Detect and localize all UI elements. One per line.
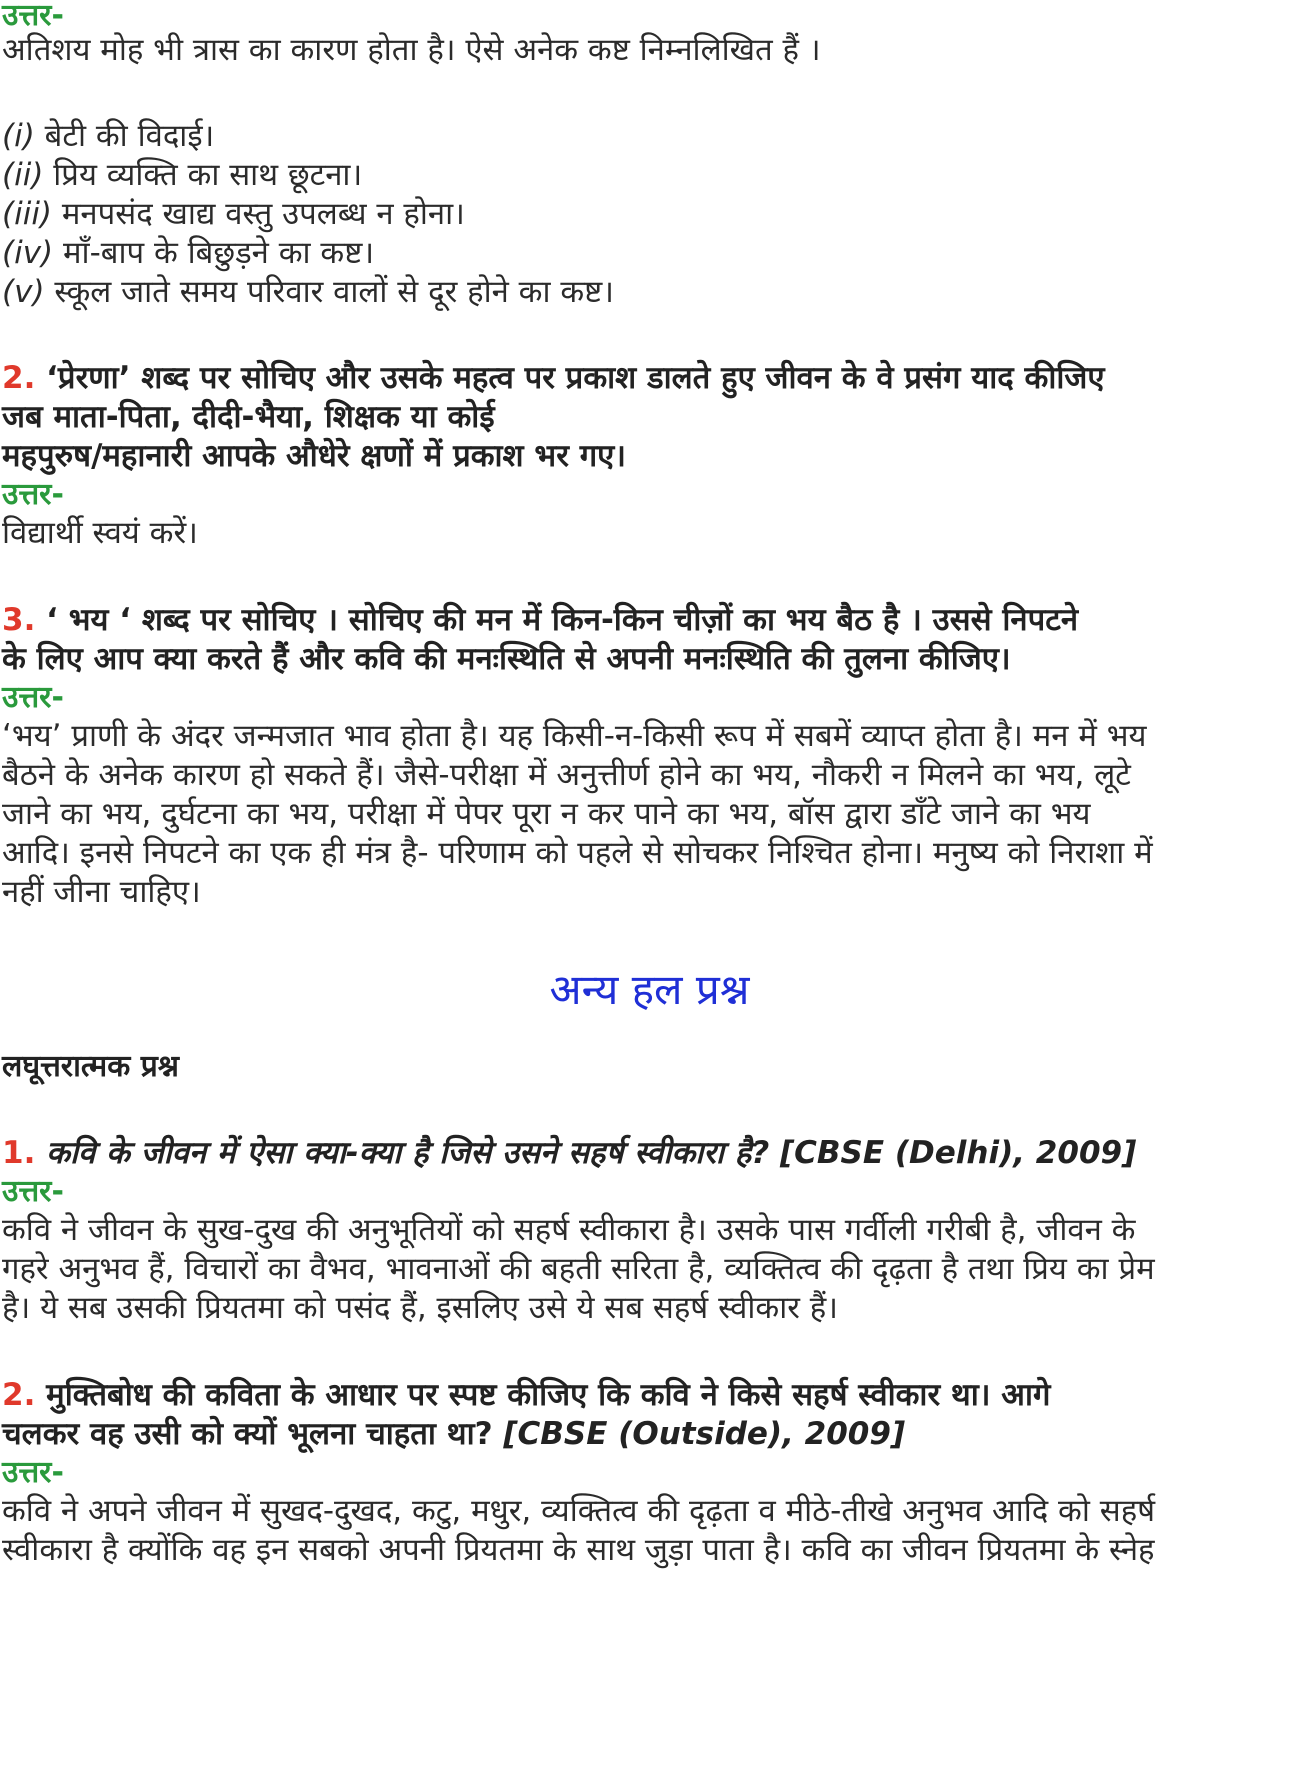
answer-label: उत्तर-	[2, 1174, 64, 1209]
short-question-1	[2, 1133, 1136, 1173]
list-item-text: बेटी की विदाई।	[34, 118, 215, 154]
list-item	[2, 272, 614, 312]
answer-text: बैठने के अनेक कारण हो सकते हैं। जैसे-परीक्षा में अनुत्तीर्ण होने का भय, नौकरी न मिलने का भय, लूटे	[2, 757, 1131, 793]
answer-text: अतिशय मोह भी त्रास का कारण होता है। ऐसे अनेक कष्ट निम्नलिखित हैं ।	[2, 32, 821, 68]
list-item-number: (iii)	[2, 196, 53, 232]
answer-text: जाने का भय, दुर्घटना का भय, परीक्षा में पेपर पूरा न कर पाने का भय, बॉस द्वारा डाँटे जाने का भय	[2, 796, 1091, 832]
question-text: मुक्तिबोध की कविता के आधार पर स्पष्ट कीजिए कि कवि ने किसे सहर्ष स्वीकार था। आगे	[35, 1377, 1051, 1413]
answer-text: विद्यार्थी स्वयं करें।	[2, 515, 198, 551]
answer-text: कवि ने अपने जीवन में सुखद-दुखद, कटु, मधुर, व्यक्तित्व की दृढ़ता व मीठे-तीखे अनुभव आदि को सहर्ष	[2, 1493, 1156, 1529]
short-question-2	[2, 1375, 1050, 1415]
answer-label: उत्तर-	[2, 680, 64, 715]
question-text: जब माता-पिता, दीदी-भैया, शिक्षक या कोई	[2, 399, 495, 435]
list-item	[2, 233, 374, 273]
question-2	[2, 358, 1105, 398]
sub-heading: लघूत्तरात्मक प्रश्न	[2, 1049, 179, 1084]
question-text: ‘प्रेरणा’ शब्द पर सोचिए और उसके महत्व पर प्रकाश डालते हुए जीवन के वे प्रसंग याद कीजिए	[35, 360, 1105, 396]
question-number: 2.	[2, 360, 36, 396]
answer-text: स्वीकारा है क्योंकि वह इन सबको अपनी प्रियतमा के साथ जुड़ा पाता है। कवि का जीवन प्रियतमा के स्नेह	[2, 1532, 1155, 1568]
question-text: के लिए आप क्या करते हैं और कवि की मनःस्थिति से अपनी मनःस्थिति की तुलना कीजिए।	[2, 641, 1011, 677]
answer-text: गहरे अनुभव हैं, विचारों का वैभव, भावनाओं की बहती सरिता है, व्यक्तित्व की दृढ़ता है तथा प्रिय का प्रेम	[2, 1251, 1155, 1287]
list-item-text: प्रिय व्यक्ति का साथ छूटना।	[43, 157, 363, 193]
answer-text: कवि ने जीवन के सुख-दुख की अनुभूतियों को सहर्ष स्वीकारा है। उसके पास गर्वीली गरीबी है, जीवन के	[2, 1212, 1136, 1248]
question-number: 2.	[2, 1377, 36, 1413]
question-citation: [CBSE (Delhi), 2009]	[769, 1135, 1137, 1171]
question-citation: [CBSE (Outside), 2009]	[492, 1416, 906, 1452]
answer-text: है। ये सब उसकी प्रियतमा को पसंद हैं, इसलिए उसे ये सब सहर्ष स्वीकार हैं।	[2, 1290, 838, 1326]
section-heading: अन्य हल प्रश्न	[549, 965, 750, 1014]
question-number: 3.	[2, 602, 36, 638]
question-number: 1.	[2, 1135, 36, 1171]
answer-text: नहीं जीना चाहिए।	[2, 874, 201, 910]
list-item	[2, 155, 362, 195]
answer-text: आदि। इनसे निपटने का एक ही मंत्र है- परिणाम को पहले से सोचकर निश्चित होना। मनुष्य को निराशा में	[2, 835, 1153, 871]
question-text: कवि के जीवन में ऐसा क्या-क्या है जिसे उसने सहर्ष स्वीकारा है?	[35, 1135, 770, 1171]
list-item-number: (v)	[2, 274, 45, 310]
answer-label: उत्तर-	[2, 1455, 64, 1490]
list-item	[2, 194, 465, 234]
answer-label: उत्तर-	[2, 0, 64, 33]
question-3	[2, 600, 1078, 640]
answer-label: उत्तर-	[2, 477, 64, 512]
list-item	[2, 116, 214, 156]
list-item-text: मनपसंद खाद्य वस्तु उपलब्ध न होना।	[52, 196, 465, 232]
list-item-text: स्कूल जाते समय परिवार वालों से दूर होने का कष्ट।	[44, 274, 615, 310]
answer-text: ‘भय’ प्राणी के अंदर जन्मजात भाव होता है। यह किसी-न-किसी रूप में सबमें व्याप्त होता है। मन में भय	[2, 718, 1147, 754]
list-item-text: माँ-बाप के बिछुड़ने का कष्ट।	[53, 235, 375, 271]
question-text-line	[2, 1414, 905, 1454]
list-item-number: (i)	[2, 118, 35, 154]
question-text: चलकर वह उसी को क्यों भूलना चाहता था?	[2, 1416, 493, 1452]
list-item-number: (iv)	[2, 235, 54, 271]
question-text: ‘ भय ‘ शब्द पर सोचिए । सोचिए की मन में किन-किन चीज़ों का भय बैठ है । उससे निपटने	[35, 602, 1079, 638]
question-text: महपुरुष/महानारी आपके औधेरे क्षणों में प्रकाश भर गए।	[2, 438, 627, 474]
list-item-number: (ii)	[2, 157, 44, 193]
